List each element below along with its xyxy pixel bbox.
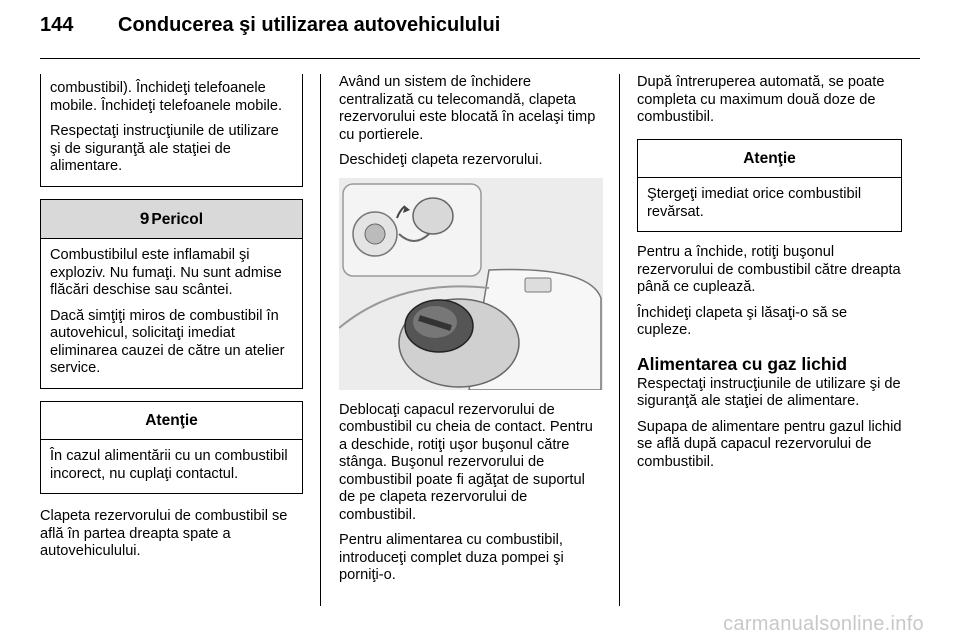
paragraph: combustibil). Închideţi telefoanele mobile. Închideţi telefoanele mobile. [50, 80, 283, 114]
paragraph: Ştergeţi imediat orice combustibil revărsat. [647, 186, 862, 220]
paragraph: Pentru alimentarea cu combustibil, introduceţi complet duza pompei şi porniţi-o. [339, 532, 564, 583]
paragraph: Închideţi clapeta şi lăsaţi-o să se cupleze. [637, 304, 848, 338]
warning-triangle-icon: 9 [139, 208, 150, 228]
paragraph: Respectaţi instrucţiunile de utilizare şi de siguranţă ale staţiei de alimentare. [50, 123, 279, 174]
page-title: Conducerea şi utilizarea autovehiculului [118, 14, 501, 36]
page-header [40, 14, 500, 44]
column-divider [619, 74, 620, 606]
paragraph: În cazul alimentării cu un combustibil incorect, nu cuplaţi contactul. [50, 448, 288, 482]
paragraph: Deblocaţi capacul rezervorului de combustibil cu cheia de contact. Pentru a deschide, rotiţi uşor buşonul către stânga. Buşonul rezervorului de combustibil poate fi agăţat de suportul de pe clapeta rezervorului de combustibil. [339, 401, 593, 523]
paragraph: Respectaţi instrucţiunile de utilizare şi de siguranţă ale staţiei de alimentare. [637, 375, 901, 409]
column-2 [339, 74, 603, 593]
page-number: 144 [40, 14, 74, 36]
paragraph: După întreruperea automată, se poate completa cu maximum două doze de combustibil. [637, 74, 885, 125]
header-rule [40, 58, 920, 59]
caution-box-title: Atenţie [41, 402, 302, 441]
column-3 [637, 74, 902, 479]
paragraph: Pentru a închide, rotiţi buşonul rezervorului de combustibil către dreapta până ce cuplează. [637, 244, 901, 295]
paragraph: Deschideţi clapeta rezervorului. [339, 152, 543, 168]
fuel-filler-illustration [339, 178, 603, 390]
section-heading: Alimentarea cu gaz lichid [637, 353, 848, 374]
danger-box-title: 9 Pericol [41, 200, 302, 240]
caution-box-title: Atenţie [638, 140, 901, 179]
paragraph: Clapeta rezervorului de combustibil se află în partea dreapta spate a autovehiculului. [40, 508, 288, 559]
column-1 [40, 74, 303, 569]
caution-box [637, 139, 902, 233]
danger-box [40, 199, 303, 389]
paragraph: Combustibilul este inflamabil şi exploziv. Nu fumaţi. Nu sunt admise flăcări deschise sau scântei. [50, 247, 282, 298]
watermark: carmanualsonline.info [723, 613, 924, 635]
caution-box [40, 401, 303, 495]
continued-warning-box [40, 74, 303, 187]
paragraph: Supapa de alimentare pentru gazul lichid se află după capacul rezervorului de combustibil. [637, 418, 902, 470]
paragraph: Având un sistem de închidere centralizată cu telecomandă, clapeta rezervorului este blocată în acelaşi timp cu portierele. [339, 74, 596, 143]
paragraph: Dacă simţiţi miros de combustibil în autovehicul, solicitaţi imediat eliminarea cauzei de către un atelier service. [50, 307, 285, 376]
column-divider [320, 74, 321, 606]
